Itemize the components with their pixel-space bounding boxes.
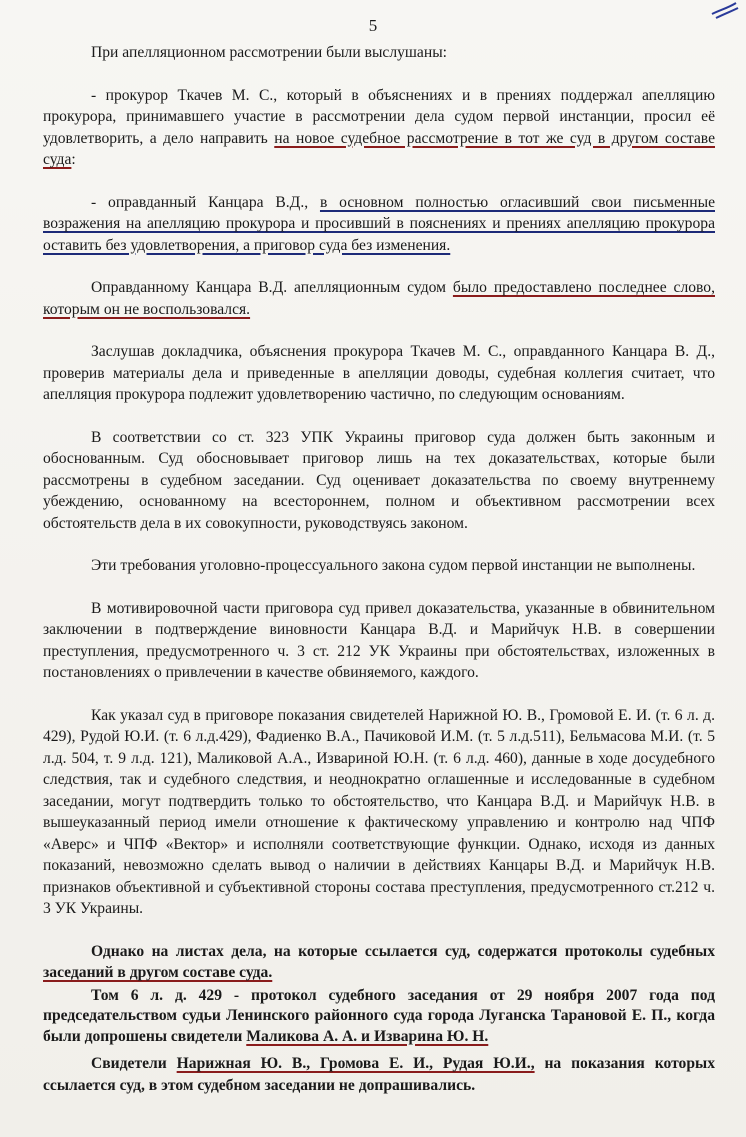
paragraph-heard xyxy=(43,42,715,64)
text: Заслушав докладчика, объяснения прокурора Ткачев М. С., оправданного Канцара В. Д., проверив материалы дела и приведенные в апелляции доводы, судебная коллегия считает, что апелляция прокурора подлежит удовлетворению частично, по следующим основаниям. xyxy=(43,343,715,403)
paragraph-acquitted xyxy=(43,192,715,257)
page-number: 5 xyxy=(368,16,378,35)
underlined-text: на новое судебное рассмотрение в тот же суд в другом составе суда xyxy=(43,129,715,168)
paragraph-having-heard xyxy=(43,341,715,406)
text: : xyxy=(71,151,76,168)
paragraph-not-questioned xyxy=(43,1053,715,1096)
text: Оправданному Канцара В.Д. апелляционным судом xyxy=(91,279,453,296)
text: - прокурор Ткачев М. С., который в объяснениях и в прениях поддержал апелляцию прокурора, принимавшего участие в рассмотрении дела судом первой инстанции, просил её удовлетворить, а дело направить xyxy=(43,86,715,147)
paragraph-volume-6 xyxy=(43,986,715,1048)
text: - оправданный Канцара В.Д., xyxy=(91,193,320,211)
paragraph-motivation xyxy=(43,598,715,684)
text: В соответствии со ст. 323 УПК Украины приговор суда должен быть законным и обоснованным. Суд обосновывает приговор лишь на тех доказательствах, которые были рассмотрены в судебном заседании. Суд оценивает доказательства по своему внутреннему убеждению, основанному на всестороннем, полном и объективном рассмотрении всех обстоятельств дела в их совокупности, руководствуясь законом. xyxy=(43,428,715,532)
paragraph-prosecutor xyxy=(43,85,715,171)
text: Однако на листах дела, на которые ссылается суд, содержатся протоколы судебных xyxy=(91,942,715,960)
underlined-text: Маликова А. А. и Изварина Ю. Н. xyxy=(246,1027,489,1045)
text: Том 6 л. д. 429 - протокол судебного заседания от 29 ноября 2007 года под председательством судьи Ленинского районного суда города Луганска Тарановой Е. П., когда были допрошены свидетели xyxy=(43,986,715,1045)
underlined-text: было предоставлено последнее слово, которым он не воспользовался. xyxy=(43,279,715,318)
text: При апелляционном рассмотрении были выслушаны: xyxy=(91,44,447,61)
underlined-text: в основном полностью огласивший свои письменные возражения на апелляцию прокурора и просивший в пояснениях и прениях апелляцию прокурора оставить без удовлетворения, а приговор суда без изменения. xyxy=(43,193,715,254)
text: Свидетели xyxy=(91,1055,177,1072)
underlined-text: Нарижная Ю. В., Громова Е. И., Рудая Ю.И., xyxy=(176,1055,535,1072)
text: на показания которых ссылается суд, в этом судебном заседании не допрашивались. xyxy=(43,1055,715,1094)
underlined-text: заседаний в другом составе суда. xyxy=(43,964,273,981)
paragraph-requirements xyxy=(43,555,715,577)
paragraph-article-323 xyxy=(43,427,715,535)
document-body xyxy=(43,42,715,1096)
text: Эти требования уголовно-процессуального закона судом первой инстанции не выполнены. xyxy=(91,557,696,574)
paragraph-case-sheets xyxy=(43,941,715,984)
pen-mark-icon xyxy=(706,0,742,24)
paragraph-last-word xyxy=(43,277,715,320)
text: Как указал суд в приговоре показания свидетелей Нарижной Ю. В., Громовой Е. И. (т. 6 л. д. 429), Рудой Ю.И. (т. 6 л.д.429), Фадиенко В.А., Пачиковой И.М. (т. 5 л.д.511), Бельмасова М.И. (т. 5 л.д. 504, т. 9 л.д. 121), Маликовой А.А., Извариной Ю.Н. (т. 6 л.д. 460), данные в ходе досудебного следствия, так и судебного следствия, и неоднократно оглашенные и исследованные в судебном заседании, могут подтвердить только то обстоятельство, что Канцара В.Д. и Марийчук Н.В. в вышеуказанный период имели отношение к фактическому управлению и контролю над ЧПФ «Аверс» и ЧПФ «Вектор» и исполняли соответствующие функции. Однако, исходя из данных показаний, невозможно сделать вывод о наличии в действиях Канцары В.Д. и Марийчук Н.В. признаков объективной и субъективной стороны состава преступления, предусмотренного ст.212 ч. 3 УК Украины. xyxy=(43,706,715,917)
text: В мотивировочной части приговора суд привел доказательства, указанные в обвинительном заключении в подтверждение виновности Канцара В.Д. и Марийчук Н.В. в совершении преступления, предусмотренного ч. 3 ст. 212 УК Украины при обстоятельствах, изложенных в постановлениях о привлечении в качестве обвиняемого, каждого. xyxy=(43,599,715,681)
paragraph-witnesses xyxy=(43,705,715,920)
